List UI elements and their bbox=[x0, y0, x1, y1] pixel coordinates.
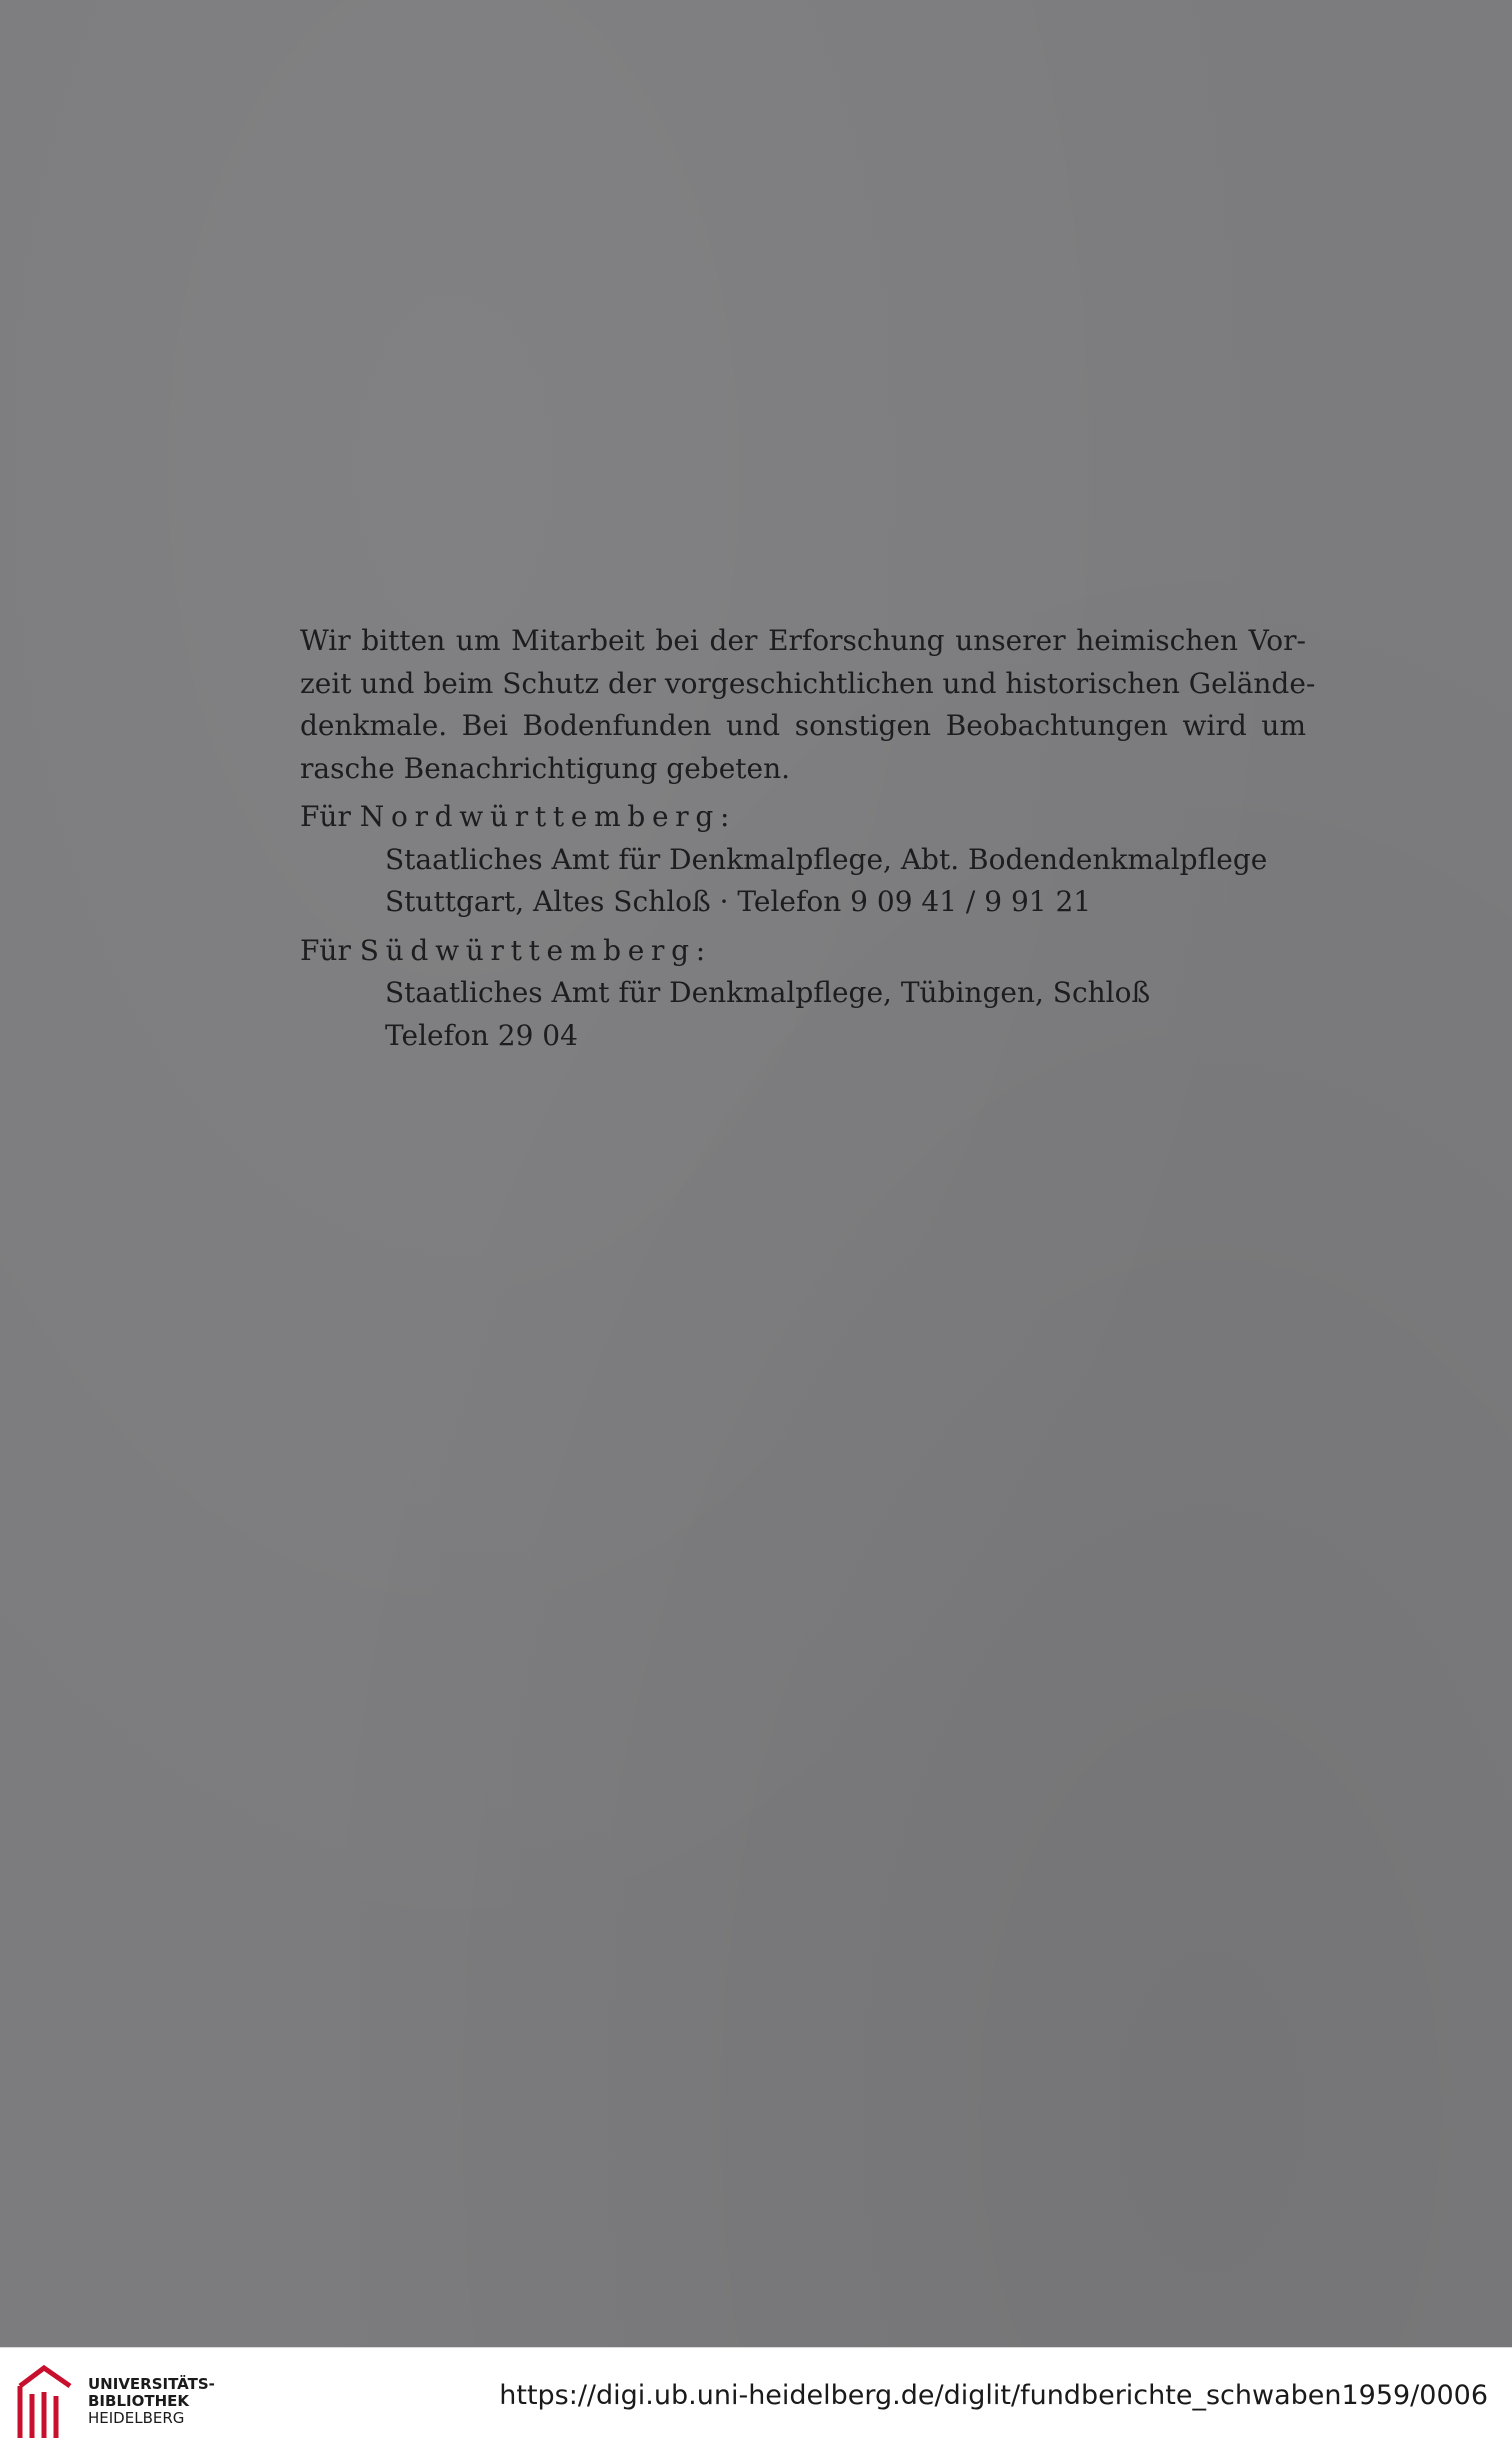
address-line: Staatliches Amt für Denkmalpflege, Abt. Bodendenkmalpflege bbox=[385, 842, 1268, 876]
region-heading bbox=[300, 796, 1306, 839]
region-prefix: Für bbox=[300, 933, 351, 967]
intro-line: rasche Benachrichtigung gebeten. bbox=[300, 751, 791, 785]
library-logo-icon bbox=[14, 2362, 78, 2442]
library-name bbox=[88, 2376, 215, 2427]
library-name-line: BIBLIOTHEK bbox=[88, 2392, 189, 2410]
permalink-url[interactable]: https://digi.ub.uni-heidelberg.de/diglit/fundberichte_schwaben1959/0006 bbox=[499, 2380, 1488, 2411]
footer-bar bbox=[0, 2347, 1512, 2454]
address-line: Stuttgart, Altes Schloß · Telefon 9 09 41 / 9 91 21 bbox=[385, 885, 1092, 918]
region-name: Südwürttemberg: bbox=[359, 933, 712, 967]
library-logo-svg bbox=[14, 2362, 78, 2442]
region-address bbox=[300, 839, 1306, 924]
region-address bbox=[300, 972, 1306, 1057]
library-name-line: UNIVERSITÄTS- bbox=[88, 2375, 215, 2393]
intro-paragraph bbox=[300, 620, 1316, 790]
region-suedwuerttemberg bbox=[300, 930, 1306, 1058]
region-name: Nordwürttemberg: bbox=[359, 800, 737, 833]
region-prefix: Für bbox=[300, 800, 351, 833]
region-heading bbox=[300, 930, 1306, 973]
region-nordwuerttemberg bbox=[300, 796, 1306, 924]
intro-line: zeit und beim Schutz der vorgeschichtlichen und historischen Gelände- bbox=[300, 666, 1316, 700]
address-line: Staatliches Amt für Denkmalpflege, Tübingen, Schloß bbox=[385, 976, 1151, 1009]
intro-line: Wir bitten um Mitarbeit bei der Erforschung unserer heimischen Vor- bbox=[300, 624, 1306, 657]
intro-line: denkmale. Bei Bodenfunden und sonstigen Beobachtungen wird um bbox=[300, 709, 1306, 742]
library-name-line: HEIDELBERG bbox=[88, 2409, 185, 2427]
address-line: Telefon 29 04 bbox=[385, 1018, 578, 1052]
notice-text bbox=[300, 620, 1316, 1057]
logo-strokes bbox=[20, 2368, 70, 2438]
